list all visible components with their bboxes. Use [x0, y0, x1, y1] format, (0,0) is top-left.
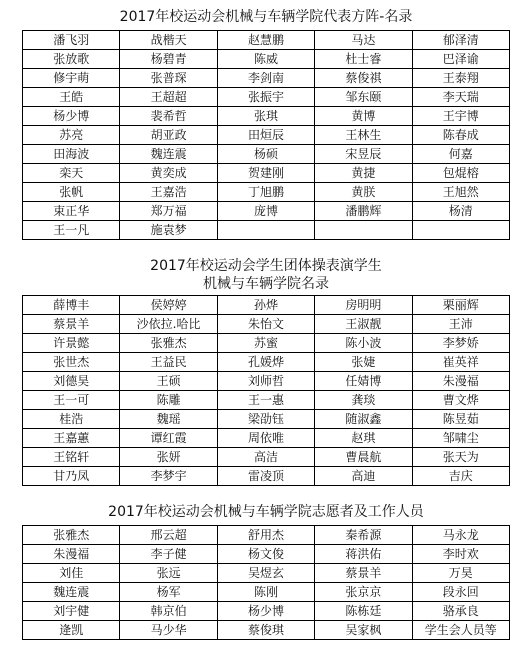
section-group-gymnastics	[22, 257, 510, 486]
name-cell: 庞博	[217, 202, 314, 221]
name-cell: 蔡俊祺	[315, 69, 412, 88]
table-row	[23, 583, 510, 602]
table-row	[23, 183, 510, 202]
name-cell: 王铭轩	[23, 448, 120, 467]
name-cell: 王泰翔	[412, 69, 509, 88]
name-cell: 许景懿	[23, 334, 120, 353]
table-row	[23, 448, 510, 467]
name-cell: 王益民	[120, 353, 217, 372]
section-subtitle: 机械与车辆学院名录	[203, 276, 329, 292]
name-cell: 郑万福	[120, 202, 217, 221]
name-cell: 陈昱茹	[412, 410, 509, 429]
table-row	[23, 526, 510, 545]
name-cell: 王淑靓	[315, 315, 412, 334]
name-cell: 吉庆	[412, 467, 509, 486]
table-row	[23, 145, 510, 164]
name-cell: 曹晨航	[315, 448, 412, 467]
section-title: 2017年校运动会机械与车辆学院代表方阵-名录	[119, 9, 413, 25]
table-row	[23, 126, 510, 145]
name-cell: 陈小波	[315, 334, 412, 353]
name-cell: 栾天	[23, 164, 120, 183]
table-row	[23, 467, 510, 486]
table-row	[23, 107, 510, 126]
table-row	[23, 429, 510, 448]
name-cell: 施袁梦	[120, 221, 217, 240]
name-cell: 李时欢	[412, 545, 509, 564]
name-cell: 薛博丰	[23, 296, 120, 315]
name-cell: 王旭然	[412, 183, 509, 202]
name-cell: 张振宇	[217, 88, 314, 107]
name-cell: 李梦娇	[412, 334, 509, 353]
name-cell: 战楷天	[120, 31, 217, 50]
name-cell: 朱漫福	[412, 372, 509, 391]
name-cell: 赵琪	[315, 429, 412, 448]
name-cell: 蒋洪佑	[315, 545, 412, 564]
name-cell: 杨文俊	[217, 545, 314, 564]
table-row	[23, 545, 510, 564]
table-row	[23, 202, 510, 221]
name-cell: 王皓	[23, 88, 120, 107]
name-cell: 田海波	[23, 145, 120, 164]
name-cell: 王宇博	[412, 107, 509, 126]
name-cell: 雷凌顶	[217, 467, 314, 486]
name-cell: 万昊	[412, 564, 509, 583]
name-cell: 学生会人员等	[412, 621, 509, 640]
name-cell: 王超超	[120, 88, 217, 107]
name-cell: 王硕	[120, 372, 217, 391]
name-table-body	[23, 526, 510, 640]
table-row	[23, 602, 510, 621]
name-cell: 李天瑞	[412, 88, 509, 107]
name-table	[22, 295, 510, 486]
section-title: 2017年校运动会机械与车辆学院志愿者及工作人员	[108, 504, 424, 520]
name-cell	[412, 221, 509, 240]
name-cell: 龚琰	[315, 391, 412, 410]
name-cell	[217, 221, 314, 240]
name-cell: 张婕	[315, 353, 412, 372]
name-cell: 张妍	[120, 448, 217, 467]
name-cell: 巴泽谕	[412, 50, 509, 69]
name-cell: 何嘉	[412, 145, 509, 164]
table-row	[23, 31, 510, 50]
table-row	[23, 164, 510, 183]
name-cell: 韩京伯	[120, 602, 217, 621]
name-cell: 马达	[315, 31, 412, 50]
name-table-body	[23, 31, 510, 240]
name-cell: 孔媛烨	[217, 353, 314, 372]
name-cell: 桂浩	[23, 410, 120, 429]
name-cell: 邢云超	[120, 526, 217, 545]
name-cell: 张远	[120, 564, 217, 583]
table-row	[23, 50, 510, 69]
name-cell: 陈刚	[217, 583, 314, 602]
table-row	[23, 621, 510, 640]
name-cell: 李剑南	[217, 69, 314, 88]
name-cell: 魏连震	[120, 145, 217, 164]
name-cell: 黄朕	[315, 183, 412, 202]
name-cell: 随淑鑫	[315, 410, 412, 429]
name-cell: 朱漫福	[23, 545, 120, 564]
name-cell: 沙依拉.哈比	[120, 315, 217, 334]
name-cell: 陈雕	[120, 391, 217, 410]
name-table-body	[23, 296, 510, 486]
name-cell: 任婧博	[315, 372, 412, 391]
name-cell: 邹啸尘	[412, 429, 509, 448]
name-cell: 郁泽清	[412, 31, 509, 50]
name-cell: 谭红霞	[120, 429, 217, 448]
table-row	[23, 353, 510, 372]
name-cell: 蔡俊琪	[217, 621, 314, 640]
name-cell: 张帆	[23, 183, 120, 202]
name-cell: 李梦宇	[120, 467, 217, 486]
table-row	[23, 296, 510, 315]
name-cell: 魏瑶	[120, 410, 217, 429]
name-cell: 田烜辰	[217, 126, 314, 145]
table-row	[23, 564, 510, 583]
name-cell: 王一惠	[217, 391, 314, 410]
table-row	[23, 391, 510, 410]
name-cell: 吴家枫	[315, 621, 412, 640]
table-row	[23, 410, 510, 429]
name-cell: 秦希源	[315, 526, 412, 545]
name-cell: 苏亮	[23, 126, 120, 145]
section-volunteers-staff	[22, 503, 510, 640]
name-cell: 舒用杰	[217, 526, 314, 545]
name-cell: 刘佳	[23, 564, 120, 583]
name-cell: 张雅杰	[23, 526, 120, 545]
name-cell: 苏蜜	[217, 334, 314, 353]
name-cell: 杨军	[120, 583, 217, 602]
name-cell: 马少华	[120, 621, 217, 640]
name-cell: 潘飞羽	[23, 31, 120, 50]
table-row	[23, 315, 510, 334]
name-cell: 朱怡文	[217, 315, 314, 334]
name-cell: 修宇萌	[23, 69, 120, 88]
table-row	[23, 372, 510, 391]
name-cell: 高迪	[315, 467, 412, 486]
name-cell: 杨碧青	[120, 50, 217, 69]
table-row	[23, 334, 510, 353]
name-cell: 张雅杰	[120, 334, 217, 353]
name-cell: 高洁	[217, 448, 314, 467]
name-cell: 杨少博	[217, 602, 314, 621]
name-cell: 陈栋廷	[315, 602, 412, 621]
name-cell: 张天为	[412, 448, 509, 467]
name-cell: 周依唯	[217, 429, 314, 448]
name-cell: 张琪	[217, 107, 314, 126]
name-cell: 李子健	[120, 545, 217, 564]
name-cell: 王林生	[315, 126, 412, 145]
name-cell: 蔡景羊	[315, 564, 412, 583]
name-cell: 宋昱辰	[315, 145, 412, 164]
name-cell: 魏连震	[23, 583, 120, 602]
name-cell: 张世杰	[23, 353, 120, 372]
name-cell: 胡亚政	[120, 126, 217, 145]
name-cell: 杨清	[412, 202, 509, 221]
name-cell: 丁旭鹏	[217, 183, 314, 202]
name-cell: 王一凡	[23, 221, 120, 240]
name-cell: 张普琛	[120, 69, 217, 88]
name-cell: 刘师哲	[217, 372, 314, 391]
table-row	[23, 69, 510, 88]
name-cell: 刘德昊	[23, 372, 120, 391]
name-cell: 甘乃凤	[23, 467, 120, 486]
name-cell: 杜士睿	[315, 50, 412, 69]
name-cell: 黄捷	[315, 164, 412, 183]
name-cell: 陈威	[217, 50, 314, 69]
name-cell: 吴煜玄	[217, 564, 314, 583]
name-cell: 侯婷婷	[120, 296, 217, 315]
name-cell: 张放歌	[23, 50, 120, 69]
name-table	[22, 30, 510, 240]
name-cell: 杨硕	[217, 145, 314, 164]
name-cell: 邹东颐	[315, 88, 412, 107]
name-cell: 赵慧鹏	[217, 31, 314, 50]
name-cell: 王嘉浩	[120, 183, 217, 202]
name-cell: 张京京	[315, 583, 412, 602]
name-cell: 裴希哲	[120, 107, 217, 126]
name-cell: 逄凯	[23, 621, 120, 640]
name-cell: 曹文烨	[412, 391, 509, 410]
name-cell: 黄奕成	[120, 164, 217, 183]
name-cell: 王沛	[412, 315, 509, 334]
name-cell: 王一可	[23, 391, 120, 410]
name-cell: 陈春成	[412, 126, 509, 145]
name-table	[22, 525, 510, 640]
name-cell: 杨少博	[23, 107, 120, 126]
name-cell: 梁劭钰	[217, 410, 314, 429]
name-cell: 刘宇健	[23, 602, 120, 621]
name-cell: 潘鹏辉	[315, 202, 412, 221]
name-cell: 骆承良	[412, 602, 509, 621]
name-cell: 黄博	[315, 107, 412, 126]
name-cell	[315, 221, 412, 240]
table-row	[23, 221, 510, 240]
name-cell: 蔡景羊	[23, 315, 120, 334]
name-cell: 段永回	[412, 583, 509, 602]
section-representative-phalanx	[22, 8, 510, 240]
name-cell: 房明明	[315, 296, 412, 315]
name-cell: 栗丽辉	[412, 296, 509, 315]
section-title: 2017年校运动会学生团体操表演学生	[150, 258, 382, 274]
name-cell: 孙烨	[217, 296, 314, 315]
name-cell: 包焜榕	[412, 164, 509, 183]
name-cell: 贺建刚	[217, 164, 314, 183]
name-cell: 崔英祥	[412, 353, 509, 372]
table-row	[23, 88, 510, 107]
name-cell: 马永龙	[412, 526, 509, 545]
name-cell: 王嘉蕙	[23, 429, 120, 448]
name-cell: 束正华	[23, 202, 120, 221]
